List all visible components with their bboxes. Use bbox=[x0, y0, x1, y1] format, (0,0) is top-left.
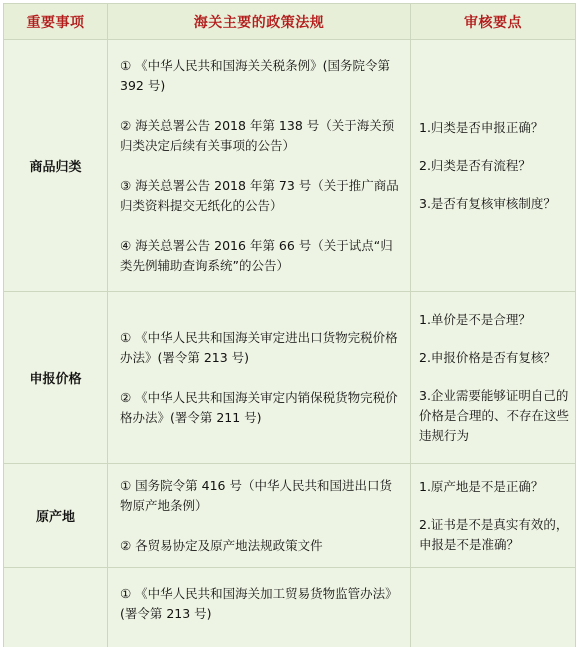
regulation-entry: ② 各贸易协定及原产地法规政策文件 bbox=[120, 537, 323, 553]
audit-point: 1.归类是否申报正确？ bbox=[419, 119, 544, 135]
table-header-row bbox=[4, 4, 576, 40]
audit-point: 2.归类是否有流程？ bbox=[419, 157, 531, 173]
policy-table bbox=[3, 3, 576, 647]
audit-point: 2.申报价格是否有复核？ bbox=[419, 349, 556, 365]
audit-points-cell bbox=[411, 40, 576, 292]
header-audit-points: 审核要点 bbox=[411, 4, 576, 40]
regulations-cell bbox=[108, 568, 411, 647]
regulation-entry: ① 《中华人民共和国海关关税条例》(国务院令第 392 号) bbox=[120, 57, 391, 93]
audit-points-cell bbox=[411, 464, 576, 568]
table-row bbox=[4, 292, 576, 464]
header-customs-regulations: 海关主要的政策法规 bbox=[108, 4, 411, 40]
regulation-entry: ② 海关总署公告 2018 年第 138 号（关于海关预归类决定后续有关事项的公告） bbox=[120, 117, 395, 153]
table-row bbox=[4, 40, 576, 292]
header-important-matters: 重要事项 bbox=[4, 4, 108, 40]
table-row bbox=[4, 568, 576, 647]
audit-point: 3.企业需要能够证明自己的价格是合理的、不存在这些违规行为 bbox=[419, 387, 570, 443]
regulation-entry: ③ 海关总署公告 2018 年第 73 号（关于推广商品归类资料提交无纸化的公告） bbox=[120, 177, 399, 213]
regulations-cell bbox=[108, 40, 411, 292]
audit-point: 1.原产地是不是正确？ bbox=[419, 478, 544, 494]
audit-point: 3.是否有复核审核制度？ bbox=[419, 195, 556, 211]
regulation-entry: ① 《中华人民共和国海关加工贸易货物监管办法》(署令第 213 号) bbox=[120, 586, 398, 621]
table-row bbox=[4, 464, 576, 568]
regulations-cell bbox=[108, 464, 411, 568]
row-item-label: 申报价格 bbox=[4, 292, 108, 464]
row-item-label bbox=[4, 568, 108, 647]
regulations-cell bbox=[108, 292, 411, 464]
regulation-entry: ① 《中华人民共和国海关审定进出口货物完税价格办法》(署令第 213 号) bbox=[120, 329, 398, 365]
regulation-entry: ④ 海关总署公告 2016 年第 66 号（关于试点“归类先例辅助查询系统”的公告） bbox=[120, 237, 393, 273]
audit-points-cell bbox=[411, 292, 576, 464]
audit-points-cell bbox=[411, 568, 576, 647]
audit-point: 2.证书是不是真实有效的，申报是不是准确？ bbox=[419, 516, 569, 552]
regulation-entry: ② 《中华人民共和国海关审定内销保税货物完税价格办法》(署令第 211 号) bbox=[120, 389, 398, 425]
regulation-entry: ① 国务院令第 416 号（中华人民共和国进出口货物原产地条例） bbox=[120, 477, 392, 513]
audit-point: 1.单价是不是合理？ bbox=[419, 311, 531, 327]
row-item-label: 商品归类 bbox=[4, 40, 108, 292]
row-item-label: 原产地 bbox=[4, 464, 108, 568]
